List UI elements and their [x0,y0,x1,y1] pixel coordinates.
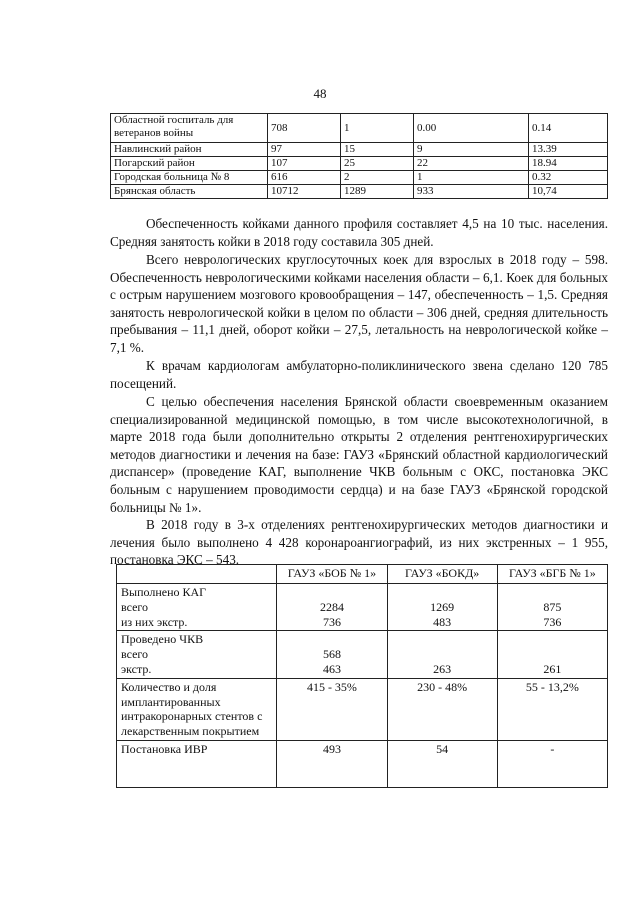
cell-value: 261 [543,661,562,676]
table-cell: 1 [414,171,529,185]
cell-value: 1269 [430,599,455,614]
bed-statistics-table [110,113,608,199]
row-label: Выполнено КАГ [121,585,207,599]
table-header-cell [117,565,277,584]
cell-value: 263 [433,661,452,676]
table-cell: Постановка ИВР [117,740,277,787]
cell-value: 483 [433,614,452,629]
table-cell: 22 [414,157,529,171]
cell-value: 875 [543,599,562,614]
table-cell: Навлинский район [111,143,268,157]
table-cell: 9 [414,143,529,157]
table-cell: 415 - 35% [277,678,387,740]
table-cell: 708 [268,114,341,143]
table-cell: 10,74 [529,185,608,199]
table-cell: 0.14 [529,114,608,143]
table-cell: 616 [268,171,341,185]
table-cell: 2 [341,171,414,185]
paragraph: В 2018 году в 3-х отделениях рентгенохирургических методов диагностики и лечения было выполнено 4 428 коронароангиографий, из них экстренных – 1 955, постановка ЭКС – 543. [110,517,608,568]
cell-value: 2284 [319,599,344,614]
table-row [117,584,608,631]
table-cell: Количество и доля имплантированных интракоронарных стентов с лекарственным покрытием [117,678,277,740]
table-cell [387,584,497,631]
table-cell: 10712 [268,185,341,199]
table-cell: 1289 [341,185,414,199]
table-cell: Брянская область [111,185,268,199]
table-row [111,157,608,171]
table-header-cell: ГАУЗ «БОКД» [387,565,497,584]
table-cell: Городская больница № 8 [111,171,268,185]
cell-value: 736 [322,614,341,629]
table-cell [277,584,387,631]
table-row [117,678,608,740]
paragraph: Обеспеченность койками данного профиля составляет 4,5 на 10 тыс. населения. Средняя занятость койки в 2018 году составила 305 дней. [110,216,608,249]
table-cell: 1 [341,114,414,143]
table-cell: 230 - 48% [387,678,497,740]
table-header-cell: ГАУЗ «БГБ № 1» [497,565,607,584]
page-number: 48 [313,86,327,101]
table-row [117,631,608,678]
table-row [111,171,608,185]
table-cell [497,631,607,678]
table-row [111,114,608,143]
table-cell: 54 [387,740,497,787]
table-cell: 0.00 [414,114,529,143]
table-cell: 97 [268,143,341,157]
table-cell: - [497,740,607,787]
table-cell [117,584,277,631]
row-sublabel: из них экстр. [121,614,188,629]
table-cell [497,584,607,631]
table-cell: 493 [277,740,387,787]
table-cell [117,631,277,678]
table-row [111,143,608,157]
table-row [111,185,608,199]
paragraph: С целью обеспечения населения Брянской области своевременным оказанием специализированной медицинской помощью, в том числе высокотехнологичной, в марте 2018 года были дополнительно открыты 2 отделения рентгенохирургических методов диагностики и лечения на базе: ГАУЗ «Брянский областной кардиологический диспансер» (проведение КАГ, выполнение ЧКВ больным с ОКС, постановка ЭКС больным с нарушением проводимости сердца) и на базе ГАУЗ «Брянской городской больницы № 1». [110,394,608,515]
row-sublabel: экстр. [121,661,152,676]
xray-surgery-table [116,564,608,788]
table-cell: 13.39 [529,143,608,157]
row-sublabel: всего [121,599,149,614]
table-cell: Областной госпиталь для ветеранов войны [111,114,268,143]
paragraph: К врачам кардиологам амбулаторно-поликлинического звена сделано 120 785 посещений. [110,358,608,391]
row-sublabel: всего [121,647,149,662]
table-row [117,740,608,787]
table-cell [277,631,387,678]
table-cell: 933 [414,185,529,199]
table-cell: 107 [268,157,341,171]
table-cell: 55 - 13,2% [497,678,607,740]
table-header-row [117,565,608,584]
cell-value: 568 [322,647,341,662]
table-header-cell: ГАУЗ «БОБ № 1» [277,565,387,584]
cell-value: 736 [543,614,562,629]
table-cell: Погарский район [111,157,268,171]
table-cell [387,631,497,678]
table-cell: 25 [341,157,414,171]
table-cell: 0.32 [529,171,608,185]
table-cell: 18.94 [529,157,608,171]
table-cell: 15 [341,143,414,157]
cell-value: 463 [322,661,341,676]
row-label: Проведено ЧКВ [121,632,204,647]
paragraph: Всего неврологических круглосуточных коек для взрослых в 2018 году – 598. Обеспеченность неврологическими койками населения области – 6,1. Коек для больных с острым нарушением мозгового кровообращения – 147, обеспеченность – 1,5. Средняя занятость неврологической койки в целом по области – 306 дней, средняя длительность пребывания – 11,1 дней, оборот койки – 27,5, летальность на неврологической койке – 7,1 %. [110,252,608,355]
